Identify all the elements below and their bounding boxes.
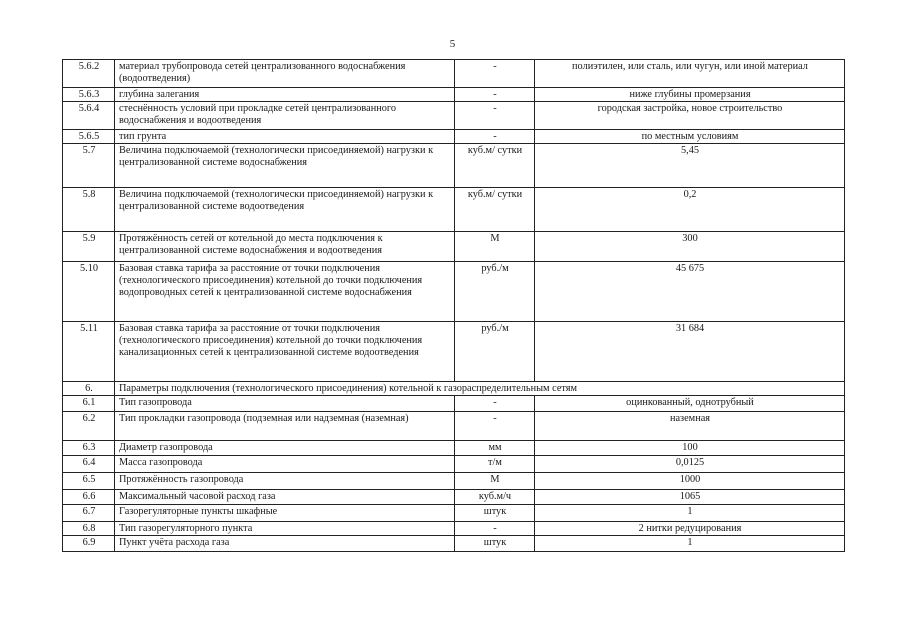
unit-cell: - (455, 412, 535, 441)
parameter-name: Масса газопровода (115, 456, 455, 473)
unit-cell: - (455, 522, 535, 536)
table-row (63, 396, 845, 412)
parameter-name: Протяжённость газопровода (115, 473, 455, 490)
parameter-name: Базовая ставка тарифа за расстояние от точки подключения (технологического присоединения) котельной до точки подключения канализационных сетей к централизованной системе водоотведения (115, 322, 455, 382)
parameter-name: Газорегуляторные пункты шкафные (115, 505, 455, 522)
table-row (63, 262, 845, 322)
parameter-name: Диаметр газопровода (115, 441, 455, 456)
unit-cell: - (455, 88, 535, 102)
value-cell: 300 (535, 232, 845, 262)
table-row (63, 505, 845, 522)
row-number: 5.9 (63, 232, 115, 262)
unit-cell: - (455, 102, 535, 130)
parameter-name: тип грунта (115, 130, 455, 144)
row-number: 6.8 (63, 522, 115, 536)
unit-cell: - (455, 130, 535, 144)
value-cell: 1 (535, 536, 845, 552)
table-row (63, 130, 845, 144)
row-number: 6.4 (63, 456, 115, 473)
row-number: 5.6.5 (63, 130, 115, 144)
page-number: 5 (449, 38, 456, 50)
row-number: 5.10 (63, 262, 115, 322)
value-cell: наземная (535, 412, 845, 441)
table-row (63, 412, 845, 441)
unit-cell: мм (455, 441, 535, 456)
unit-cell: куб.м/ч (455, 490, 535, 505)
unit-cell: М (455, 232, 535, 262)
row-number: 6.9 (63, 536, 115, 552)
unit-cell: - (455, 396, 535, 412)
row-number: 5.11 (63, 322, 115, 382)
parameter-name: глубина залегания (115, 88, 455, 102)
table-row (63, 144, 845, 188)
row-number: 5.7 (63, 144, 115, 188)
row-number: 5.6.4 (63, 102, 115, 130)
parameter-name: Величина подключаемой (технологически присоединяемой) нагрузки к централизованной системе водоотведения (115, 188, 455, 232)
parameters-table (62, 59, 845, 552)
value-cell: полиэтилен, или сталь, или чугун, или иной материал (535, 60, 845, 88)
unit-cell: штук (455, 505, 535, 522)
table-row (63, 490, 845, 505)
table-row (63, 60, 845, 88)
table-row (63, 322, 845, 382)
value-cell: 2 нитки редуцирования (535, 522, 845, 536)
table-row (63, 456, 845, 473)
parameter-name: Величина подключаемой (технологически присоединяемой) нагрузки к централизованной системе водоснабжения (115, 144, 455, 188)
parameter-name: материал трубопровода сетей централизованного водоснабжения (водоотведения) (115, 60, 455, 88)
unit-cell: М (455, 473, 535, 490)
row-number: 6.3 (63, 441, 115, 456)
table-row (63, 441, 845, 456)
row-number: 6. (63, 382, 115, 396)
row-number: 6.5 (63, 473, 115, 490)
value-cell: 1000 (535, 473, 845, 490)
value-cell: 0,0125 (535, 456, 845, 473)
table-row (63, 188, 845, 232)
row-number: 6.1 (63, 396, 115, 412)
unit-cell: руб./м (455, 262, 535, 322)
parameter-name: Тип газорегуляторного пункта (115, 522, 455, 536)
parameter-name: Базовая ставка тарифа за расстояние от точки подключения (технологического присоединения) котельной до точки подключения водопроводных сетей к централизованной системе водоснабжения (115, 262, 455, 322)
table-row (63, 473, 845, 490)
value-cell: ниже глубины промерзания (535, 88, 845, 102)
table-row (63, 536, 845, 552)
row-number: 6.7 (63, 505, 115, 522)
table-row (63, 232, 845, 262)
value-cell: оцинкованный, однотрубный (535, 396, 845, 412)
table-row (63, 522, 845, 536)
unit-cell: руб./м (455, 322, 535, 382)
parameter-name: Максимальный часовой расход газа (115, 490, 455, 505)
row-number: 6.2 (63, 412, 115, 441)
section-title: Параметры подключения (технологического присоединения) котельной к газораспределительным сетям (115, 382, 845, 396)
table-row (63, 102, 845, 130)
row-number: 5.8 (63, 188, 115, 232)
parameter-name: Тип прокладки газопровода (подземная или надземная (наземная) (115, 412, 455, 441)
unit-cell: куб.м/ сутки (455, 144, 535, 188)
value-cell: 1065 (535, 490, 845, 505)
value-cell: городская застройка, новое строительство (535, 102, 845, 130)
table-row (63, 88, 845, 102)
parameter-name: Пункт учёта расхода газа (115, 536, 455, 552)
row-number: 5.6.3 (63, 88, 115, 102)
unit-cell: - (455, 60, 535, 88)
parameter-name: Тип газопровода (115, 396, 455, 412)
value-cell: 45 675 (535, 262, 845, 322)
value-cell: 0,2 (535, 188, 845, 232)
parameter-name: Протяжённость сетей от котельной до места подключения к централизованной системе водоснабжения и водоотведения (115, 232, 455, 262)
value-cell: 1 (535, 505, 845, 522)
row-number: 6.6 (63, 490, 115, 505)
value-cell: 5,45 (535, 144, 845, 188)
section-row (63, 382, 845, 396)
unit-cell: т/м (455, 456, 535, 473)
value-cell: 31 684 (535, 322, 845, 382)
value-cell: по местным условиям (535, 130, 845, 144)
parameter-name: стеснённость условий при прокладке сетей централизованного водоснабжения и водоотведения (115, 102, 455, 130)
row-number: 5.6.2 (63, 60, 115, 88)
value-cell: 100 (535, 441, 845, 456)
unit-cell: штук (455, 536, 535, 552)
unit-cell: куб.м/ сутки (455, 188, 535, 232)
